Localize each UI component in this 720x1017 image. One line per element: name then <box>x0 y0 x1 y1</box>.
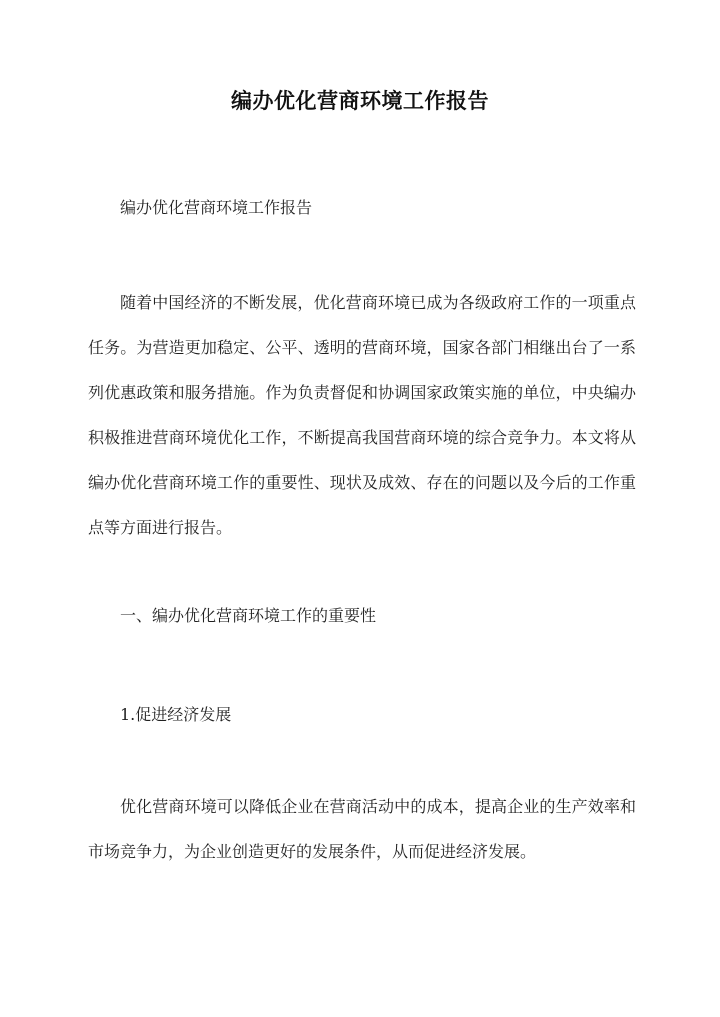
subsection-1-heading: 1.促进经济发展 <box>120 705 232 724</box>
document-subtitle: 编办优化营商环境工作报告 <box>120 198 313 217</box>
section-1-heading: 一、编办优化营商环境工作的重要性 <box>120 606 377 625</box>
intro-paragraph: 随着中国经济的不断发展，优化营商环境已成为各级政府工作的一项重点任务。为营造更加稳定、公平、透明的营商环境，国家各部门相继出台了一系列优惠政策和服务措施。作为负责督促和协调国家政策实施的单位，中央编办积极推进营商环境优化工作，不断提高我国营商环境的综合竞争力。本文将从编办优化营商环境工作的重要性、现状及成效、存在的问题以及今后的工作重点等方面进行报告。 <box>88 293 636 537</box>
document-title: 编办优化营商环境工作报告 <box>231 88 489 113</box>
subsection-1-paragraph: 优化营商环境可以降低企业在营商活动中的成本，提高企业的生产效率和市场竞争力，为企业创造更好的发展条件，从而促进经济发展。 <box>88 797 636 861</box>
